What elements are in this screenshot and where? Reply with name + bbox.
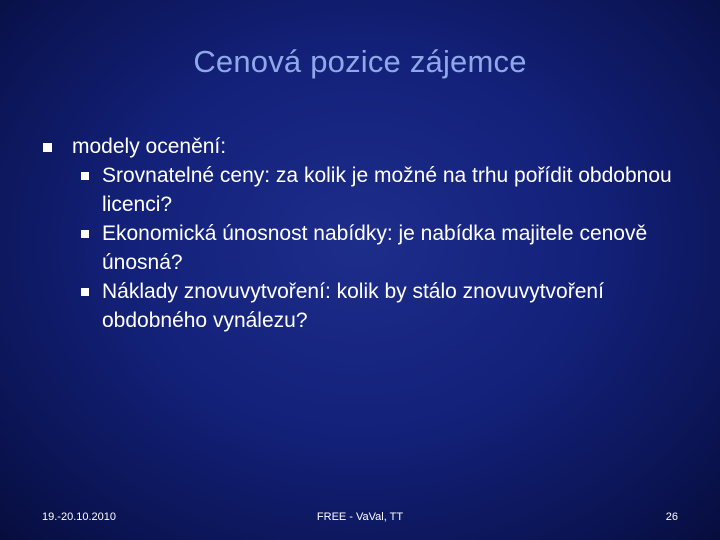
page-number: 26	[665, 511, 678, 523]
sub-bullet-text: Srovnatelné ceny: za kolik je možné na trhu pořídit obdobnou licenci?	[102, 164, 672, 216]
square-bullet-icon	[81, 172, 89, 180]
slide-title: Cenová pozice zájemce	[193, 44, 527, 79]
slide-content	[40, 132, 690, 335]
footer-center-text: FREE - VaVal, TT	[316, 511, 404, 523]
square-bullet-icon	[43, 143, 52, 152]
footer-date: 19.-20.10.2010	[42, 511, 117, 523]
square-bullet-icon	[81, 288, 89, 296]
sub-bullet-item	[72, 161, 690, 219]
square-bullet-icon	[81, 230, 89, 238]
sub-bullet-item	[72, 277, 690, 335]
sub-bullet-item	[72, 219, 690, 277]
bullet-item	[40, 132, 690, 335]
sub-bullet-text: Ekonomická únosnost nabídky: je nabídka majitele cenově únosná?	[102, 222, 648, 274]
sub-bullet-text: Náklady znovuvytvoření: kolik by stálo znovuvytvoření obdobného vynálezu?	[102, 280, 604, 332]
bullet-text: modely ocenění:	[72, 135, 227, 158]
